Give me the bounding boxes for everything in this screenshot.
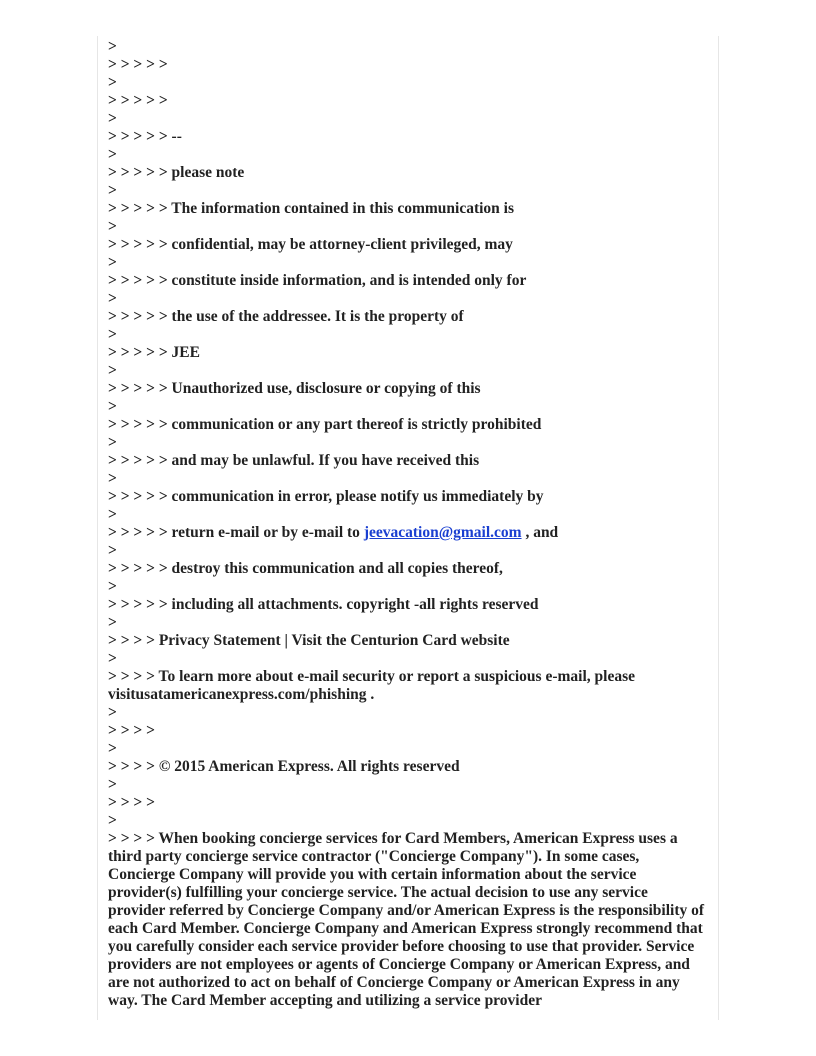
email-link[interactable]: jeevacation@gmail.com <box>363 524 522 541</box>
quoted-line: > <box>108 506 117 523</box>
quoted-line: > <box>108 290 117 307</box>
quoted-line: > <box>108 218 117 235</box>
quoted-lines-after <box>108 542 708 668</box>
quoted-line: > <box>108 614 117 631</box>
quoted-line: > > > > > destroy this communication and all copies thereof, <box>108 560 503 577</box>
quoted-line: > > > > > including all attachments. copyright -all rights reserved <box>108 596 539 613</box>
quoted-line: > <box>108 38 117 55</box>
quoted-line: > > > > > confidential, may be attorney-client privileged, may <box>108 236 513 253</box>
quoted-line: > > > > © 2015 American Express. All rights reserved <box>108 758 460 775</box>
quoted-line: > <box>108 182 117 199</box>
quoted-line: > <box>108 326 117 343</box>
quoted-line: > > > > > Unauthorized use, disclosure or copying of this <box>108 380 481 397</box>
quoted-lines <box>108 38 708 524</box>
quoted-line: > <box>108 812 117 829</box>
quoted-line: > > > > > <box>108 56 168 73</box>
quoted-line: > <box>108 650 117 667</box>
quoted-line: > > > > > communication in error, please notify us immediately by <box>108 488 544 505</box>
quoted-line: > <box>108 578 117 595</box>
document-page <box>97 36 719 1020</box>
quoted-line: > > > > > JEE <box>108 344 200 361</box>
quoted-line: > > > > > communication or any part thereof is strictly prohibited <box>108 416 542 433</box>
quoted-line: > > > > > The information contained in this communication is <box>108 200 515 217</box>
quoted-lines-footer <box>108 704 708 830</box>
quoted-line: > > > > > constitute inside information, and is intended only for <box>108 272 527 289</box>
quoted-line: > > > > > -- <box>108 128 182 145</box>
quoted-line: > <box>108 146 117 163</box>
return-email-line <box>108 524 708 542</box>
quoted-line: > > > > > please note <box>108 164 245 181</box>
quoted-line: > <box>108 362 117 379</box>
email-body <box>108 38 708 1010</box>
quoted-line: > > > > > and may be unlawful. If you have received this <box>108 452 480 469</box>
quoted-line: > <box>108 74 117 91</box>
quoted-line: > <box>108 470 117 487</box>
quoted-line: > > > > <box>108 722 155 739</box>
quoted-line: > <box>108 776 117 793</box>
return-line-suffix: , and <box>521 524 559 541</box>
quoted-line: > <box>108 542 117 559</box>
quoted-line: > > > > Privacy Statement | Visit the Centurion Card website <box>108 632 510 649</box>
concierge-paragraph: > > > > When booking concierge services for Card Members, American Express uses a third party concierge service contractor ("Concierge Company"). In some cases, Concierge Company will provide you with certain information about the service provider(s) fulfilling your concierge service. The actual decision to use any service provider referred by Concierge Company and/or American Express is the responsibility of each Card Member. Concierge Company and American Express strongly recommend that you carefully consider each service provider before choosing to use that provider. Service providers are not employees or agents of Concierge Company or American Express, and are not authorized to act on behalf of Concierge Company or American Express in any way. The Card Member accepting and utilizing a service provider <box>108 830 705 1009</box>
quoted-line: > > > > > <box>108 92 168 109</box>
quoted-line: > <box>108 434 117 451</box>
quoted-line: > <box>108 110 117 127</box>
phishing-paragraph: > > > > To learn more about e-mail security or report a suspicious e-mail, please visitusatamericanexpress.com/phishing . <box>108 668 635 703</box>
quoted-line: > <box>108 254 117 271</box>
return-line-prefix: > > > > > return e-mail or by e-mail to <box>108 524 364 541</box>
quoted-line: > > > > <box>108 794 155 811</box>
quoted-line: > <box>108 740 117 757</box>
quoted-line: > <box>108 704 117 721</box>
quoted-line: > > > > > the use of the addressee. It is the property of <box>108 308 464 325</box>
quoted-line: > <box>108 398 117 415</box>
